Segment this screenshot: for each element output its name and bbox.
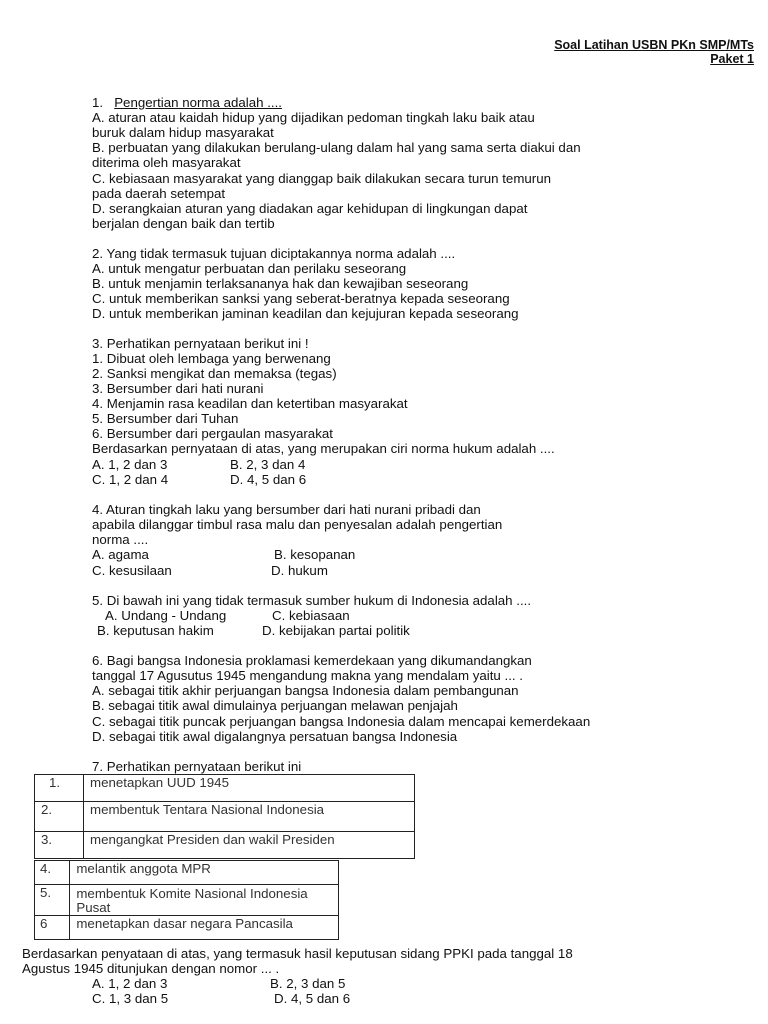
q6-option-b: B. sebagai titik awal dimulainya perjuangan melawan penjajah: [92, 698, 458, 713]
q7-row-number: 1.: [35, 775, 84, 802]
q1-stem-text: Pengertian norma adalah ....: [114, 95, 282, 110]
q3-option-d: D. 4, 5 dan 6: [230, 472, 307, 487]
q4-option-a: A. agama: [92, 547, 149, 562]
q3-statement-5: 5. Bersumber dari Tuhan: [92, 411, 239, 426]
q1-number: 1.: [92, 95, 104, 110]
q1-option-a-line1: A. aturan atau kaidah hidup yang dijadikan pedoman tingkah laku baik atau: [92, 110, 535, 125]
q3-statement-4: 4. Menjamin rasa keadilan dan ketertiban masyarakat: [92, 396, 408, 411]
q7-row-text: membentuk Komite Nasional Indonesia Pusat: [70, 885, 339, 916]
q3-option-a: A. 1, 2 dan 3: [92, 457, 168, 472]
q1-option-d-line2: berjalan dengan baik dan tertib: [92, 216, 275, 231]
q1-stem: [92, 95, 282, 110]
q4-option-b: B. kesopanan: [274, 547, 356, 562]
q6-option-a: A. sebagai titik akhir perjuangan bangsa Indonesia dalam pembangunan: [92, 683, 519, 698]
q7-table-row: [35, 802, 415, 832]
q3-statement-3: 3. Bersumber dari hati nurani: [92, 381, 264, 396]
q7-row-text: menetapkan dasar negara Pancasila: [70, 916, 339, 940]
q7-option-a: A. 1, 2 dan 3: [92, 976, 168, 991]
q3-statement-6: 6. Bersumber dari pergaulan masyarakat: [92, 426, 333, 441]
q6-option-c: C. sebagai titik puncak perjuangan bangsa Indonesia dalam mencapai kemerdekaan: [92, 714, 591, 729]
q7-table-row: [35, 832, 415, 859]
q1-option-b-line2: diterima oleh masyarakat: [92, 155, 241, 170]
q7-stem: 7. Perhatikan pernyataan berikut ini: [92, 759, 302, 774]
q5-stem: 5. Di bawah ini yang tidak termasuk sumber hukum di Indonesia adalah ....: [92, 593, 532, 608]
q7-row-number: 4.: [35, 861, 70, 885]
q7-option-b: B. 2, 3 dan 5: [270, 976, 346, 991]
q1-option-c-line1: C. kebiasaan masyarakat yang dianggap baik dilakukan secara turun temurun: [92, 171, 552, 186]
q7-option-d: D. 4, 5 dan 6: [274, 991, 351, 1006]
q4-stem-line1: 4. Aturan tingkah laku yang bersumber dari hati nurani pribadi dan: [92, 502, 481, 517]
q7-question-line2: Agustus 1945 ditunjukan dengan nomor ... .: [22, 961, 280, 976]
q7-question-line1: Berdasarkan penyataan di atas, yang termasuk hasil keputusan sidang PPKI pada tanggal 18: [22, 946, 573, 961]
q4-stem-line2: apabila dilanggar timbul rasa malu dan penyesalan adalah pengertian: [92, 517, 503, 532]
q7-row-text: melantik anggota MPR: [70, 861, 339, 885]
q5-option-a: A. Undang - Undang: [105, 608, 227, 623]
q4-option-d: D. hukum: [271, 563, 328, 578]
q1-option-a-line2: buruk dalam hidup masyarakat: [92, 125, 274, 140]
q7-row-text: menetapkan UUD 1945: [84, 775, 415, 802]
q3-statement-1: 1. Dibuat oleh lembaga yang berwenang: [92, 351, 331, 366]
q2-option-c: C. untuk memberikan sanksi yang seberat-beratnya kepada seseorang: [92, 291, 510, 306]
q3-stem: 3. Perhatikan pernyataan berikut ini !: [92, 336, 309, 351]
q2-option-a: A. untuk mengatur perbuatan dan perilaku seseorang: [92, 261, 407, 276]
q7-row-number: 2.: [35, 802, 84, 832]
q6-stem-line2: tanggal 17 Agusutus 1945 mengandung makna yang mendalam yaitu ... .: [92, 668, 523, 683]
q7-row-number: 3.: [35, 832, 84, 859]
document-title: Soal Latihan USBN PKn SMP/MTs: [554, 38, 754, 52]
q7-row-text: membentuk Tentara Nasional Indonesia: [84, 802, 415, 832]
q4-option-c: C. kesusilaan: [92, 563, 172, 578]
q7-table-row: [35, 775, 415, 802]
q3-statement-2: 2. Sanksi mengikat dan memaksa (tegas): [92, 366, 337, 381]
q6-option-d: D. sebagai titik awal digalangnya persatuan bangsa Indonesia: [92, 729, 458, 744]
q7-row-number: 5.: [35, 885, 70, 916]
q5-option-d: D. kebijakan partai politik: [262, 623, 410, 638]
q1-option-c-line2: pada daerah setempat: [92, 186, 226, 201]
q7-table-row: [35, 885, 339, 916]
document-header: [554, 38, 754, 66]
q7-table-second: [34, 860, 339, 940]
q3-option-c: C. 1, 2 dan 4: [92, 472, 169, 487]
q1-option-d-line1: D. serangkaian aturan yang diadakan agar kehidupan di lingkungan dapat: [92, 201, 528, 216]
q1-option-b-line1: B. perbuatan yang dilakukan berulang-ulang dalam hal yang sama serta diakui dan: [92, 140, 581, 155]
q6-stem-line1: 6. Bagi bangsa Indonesia proklamasi kemerdekaan yang dikumandangkan: [92, 653, 532, 668]
q3-option-b: B. 2, 3 dan 4: [230, 457, 306, 472]
q7-option-c: C. 1, 3 dan 5: [92, 991, 169, 1006]
q7-table-row: [35, 916, 339, 940]
q7-row-number: 6: [35, 916, 70, 940]
q7-table-row: [35, 861, 339, 885]
package-label: Paket 1: [710, 52, 754, 66]
q4-stem-line3: norma ....: [92, 532, 149, 547]
q7-row-text: mengangkat Presiden dan wakil Presiden: [84, 832, 415, 859]
q7-table-first: [34, 774, 415, 859]
q3-question: Berdasarkan pernyataan di atas, yang merupakan ciri norma hukum adalah ....: [92, 441, 555, 456]
q5-option-c: C. kebiasaan: [272, 608, 350, 623]
q2-option-d: D. untuk memberikan jaminan keadilan dan kejujuran kepada seseorang: [92, 306, 519, 321]
q5-option-b: B. keputusan hakim: [97, 623, 214, 638]
q2-option-b: B. untuk menjamin terlaksananya hak dan kewajiban seseorang: [92, 276, 469, 291]
q2-stem: 2. Yang tidak termasuk tujuan diciptakannya norma adalah ....: [92, 246, 456, 261]
